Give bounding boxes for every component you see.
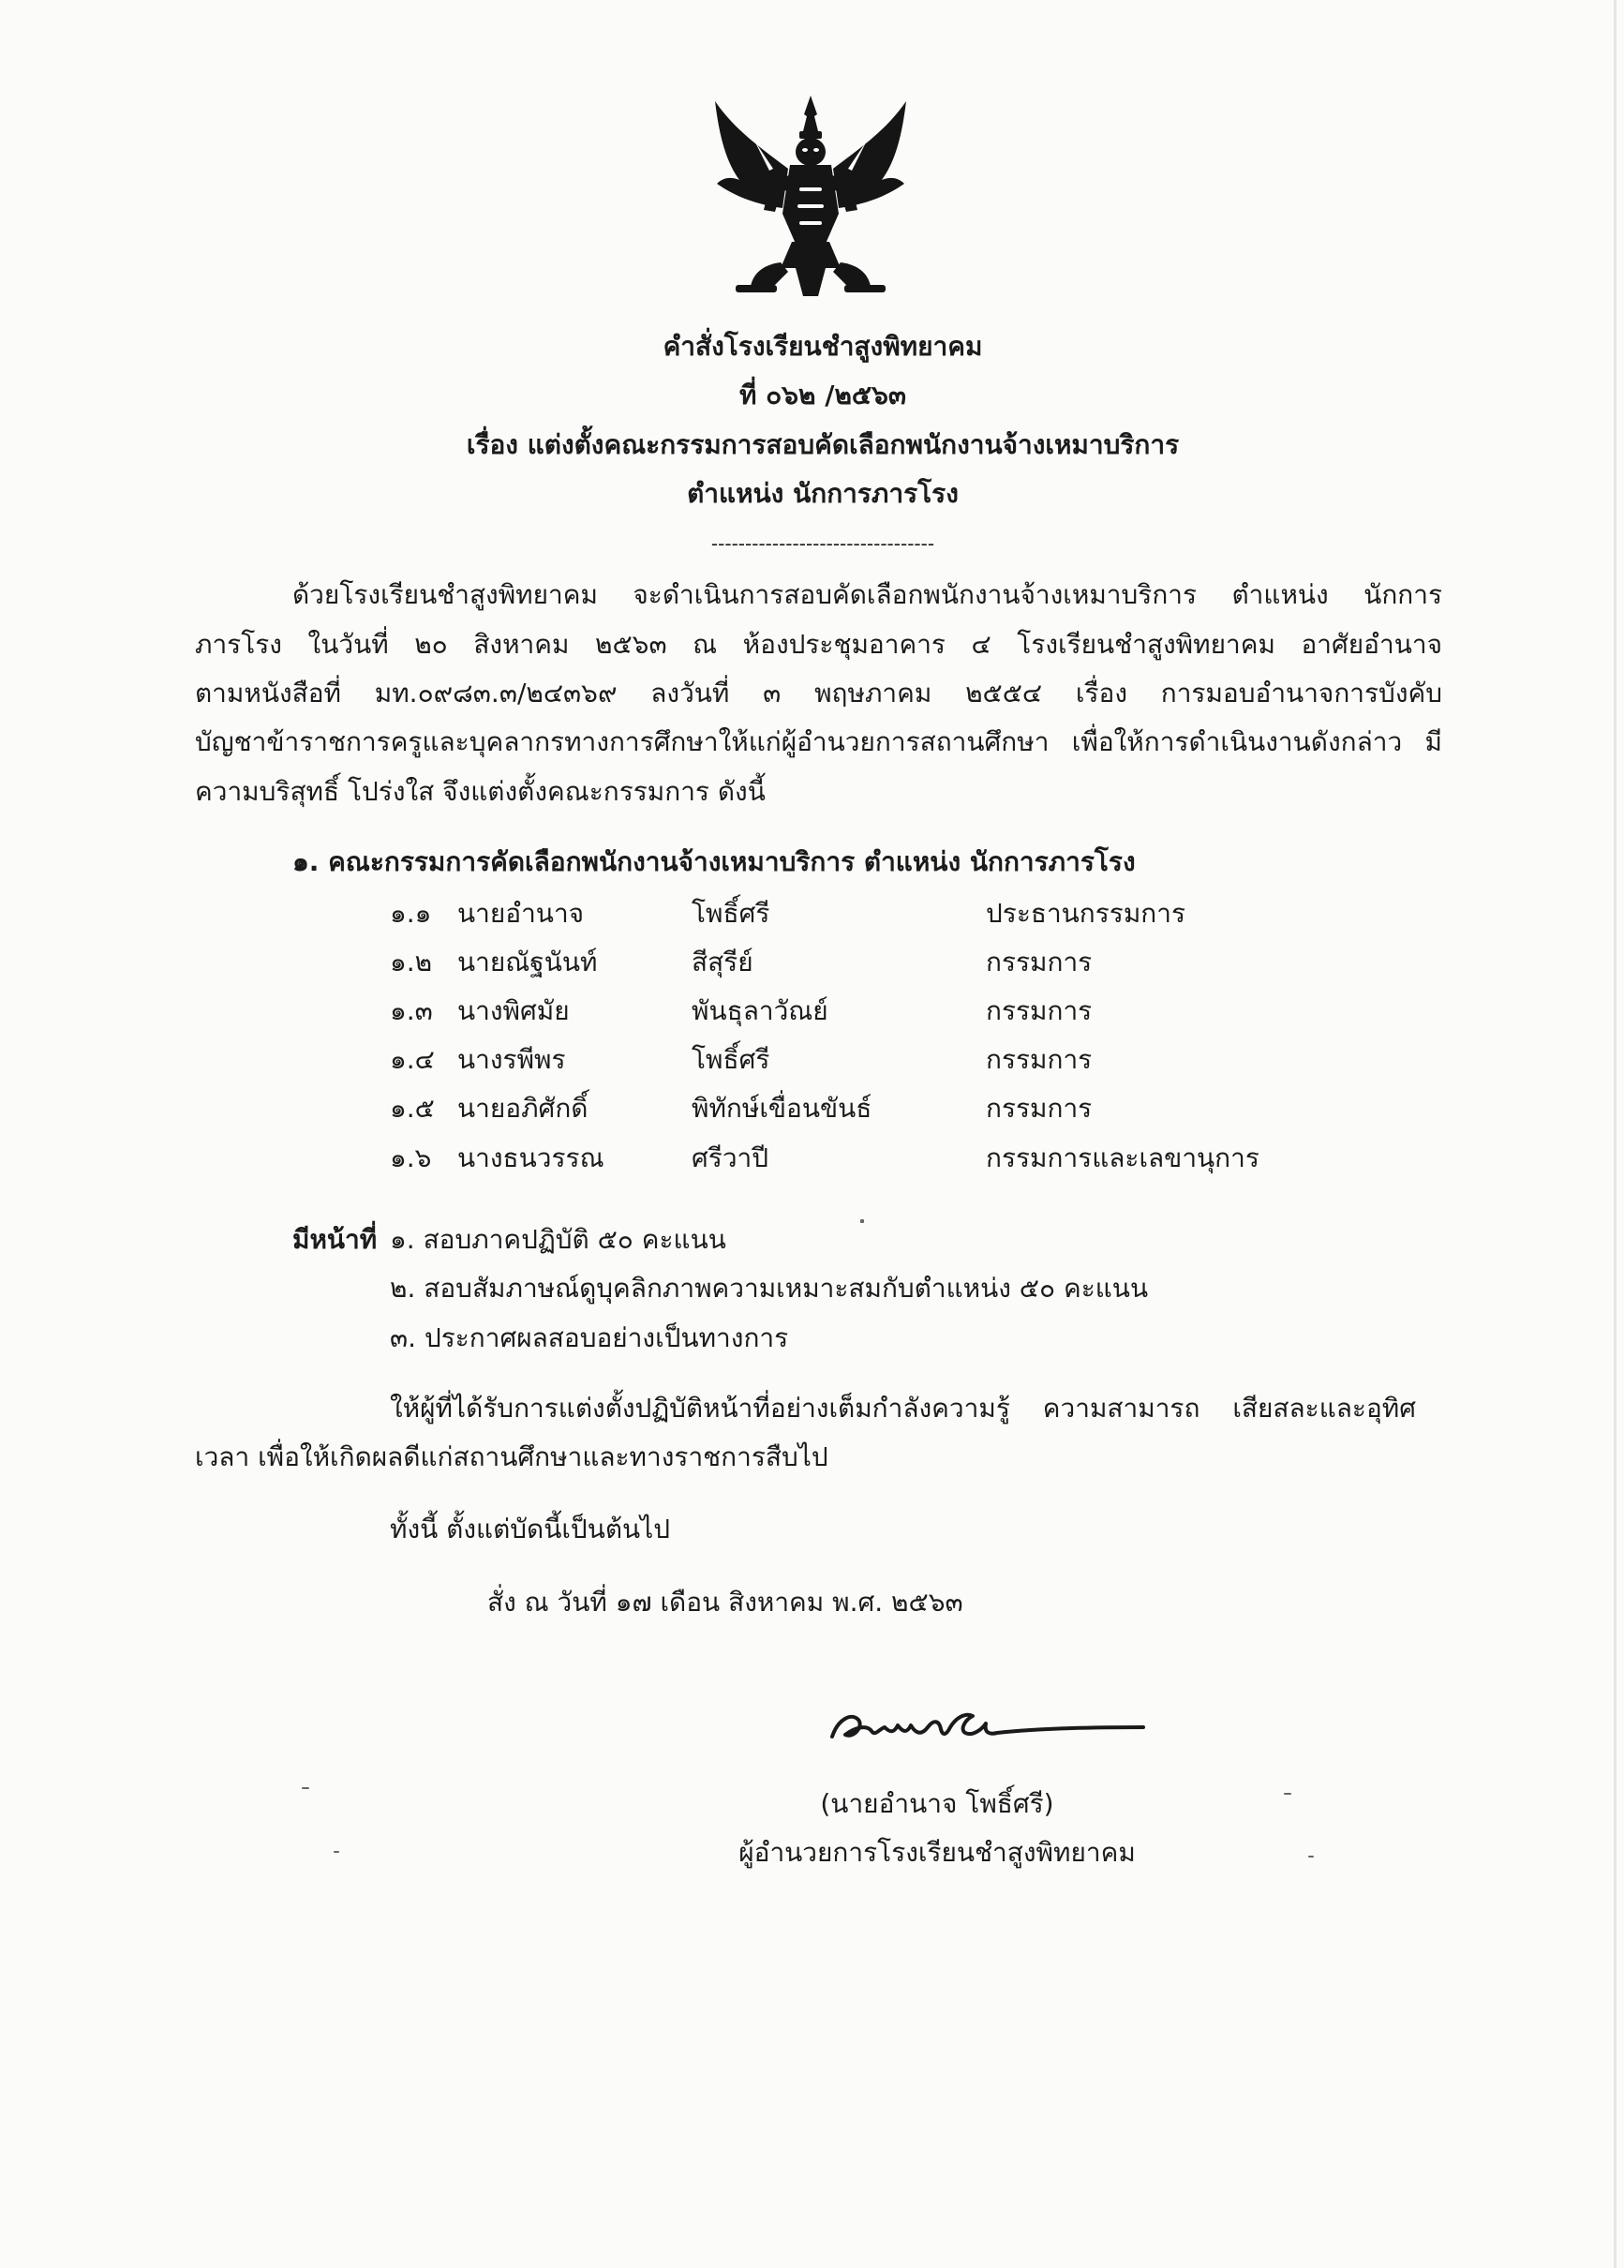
member-role: ประธานกรรมการ: [986, 898, 1186, 929]
member-name: นางธนวรรณ: [457, 1142, 604, 1173]
intro-line-1: ด้วยโรงเรียนชำสูงพิทยาคม จะดำเนินการสอบคัดเลือกพนักงานจ้างเหมาบริการ ตำแหน่ง นักการ: [292, 579, 1442, 610]
member-surname: ศรีวาปี: [692, 1142, 769, 1173]
subject-line-1: เรื่อง แต่งตั้งคณะกรรมการสอบคัดเลือกพนักงานจ้างเหมาบริการ: [466, 429, 1180, 460]
scan-speck: [334, 1851, 339, 1853]
duty-item: ๑. สอบภาคปฏิบัติ ๕๐ คะแนน: [390, 1224, 726, 1255]
member-role: กรรมการและเลขานุการ: [986, 1142, 1259, 1173]
intro-line-5: ความบริสุทธิ์ โปร่งใส จึงแต่งตั้งคณะกรรมการ ดังนี้: [195, 776, 766, 807]
member-number: ๑.๔: [390, 1044, 435, 1075]
scan-speck: [302, 1787, 309, 1789]
member-role: กรรมการ: [986, 1093, 1093, 1124]
member-surname: พันธุลาวัณย์: [692, 995, 828, 1026]
duties-label: มีหน้าที่: [292, 1224, 378, 1255]
signatory-position: ผู้อำนวยการโรงเรียนชำสูงพิทยาคม: [738, 1837, 1136, 1868]
duty-item: ๒. สอบสัมภาษณ์ดูบุคลิกภาพความเหมาะสมกับตำแหน่ง ๕๐ คะแนน: [390, 1273, 1149, 1304]
member-name: นายอภิศักดิ์: [457, 1093, 589, 1124]
member-role: กรรมการ: [986, 947, 1093, 977]
member-surname: โพธิ์ศรี: [692, 898, 770, 929]
committee-heading: ๑. คณะกรรมการคัดเลือกพนักงานจ้างเหมาบริการ ตำแหน่ง นักการภารโรง: [292, 846, 1136, 877]
scan-edge: [1614, 0, 1617, 2268]
separator: ---------------------------------: [710, 532, 935, 555]
effective-date-statement: ทั้งนี้ ตั้งแต่บัดนี้เป็นต้นไป: [390, 1514, 671, 1544]
signatory-name: (นายอำนาจ โพธิ์ศรี): [820, 1788, 1054, 1819]
member-role: กรรมการ: [986, 1044, 1093, 1075]
member-number: ๑.๓: [390, 995, 433, 1026]
intro-line-3: ตามหนังสือที่ มท.๐๙๘๓.๓/๒๔๓๖๙ ลงวันที่ ๓ พฤษภาคม ๒๕๕๔ เรื่อง การมอบอำนาจการบังคับ: [195, 678, 1442, 709]
member-name: นายณัฐนันท์: [457, 947, 598, 977]
member-name: นายอำนาจ: [457, 898, 585, 929]
intro-line-2: ภารโรง ในวันที่ ๒๐ สิงหาคม ๒๕๖๓ ณ ห้องประชุมอาคาร ๔ โรงเรียนชำสูงพิทยาคม อาศัยอำนาจ: [195, 629, 1442, 660]
member-number: ๑.๑: [390, 898, 432, 929]
member-number: ๑.๒: [390, 947, 433, 977]
member-surname: สีสุรีย์: [692, 947, 753, 977]
scan-speck: [860, 1219, 864, 1223]
member-name: นางรพีพร: [457, 1044, 566, 1075]
order-date: สั่ง ณ วันที่ ๑๗ เดือน สิงหาคม พ.ศ. ๒๕๖๓: [487, 1587, 963, 1618]
subject-line-2: ตำแหน่ง นักการภารโรง: [687, 478, 959, 509]
scan-speck: [1284, 1793, 1291, 1795]
intro-line-4: บัญชาข้าราชการครูและบุคลากรทางการศึกษาให้แก่ผู้อำนวยการสถานศึกษา เพื่อให้การดำเนินงานดังกล่าว มี: [195, 726, 1442, 757]
member-number: ๑.๖: [390, 1142, 432, 1173]
member-surname: โพธิ์ศรี: [692, 1044, 770, 1075]
garuda-emblem-icon: [698, 94, 923, 302]
scan-speck: [1308, 1856, 1314, 1858]
closing-line-2: เวลา เพื่อให้เกิดผลดีแก่สถานศึกษาและทางราชการสืบไป: [195, 1441, 828, 1472]
member-surname: พิทักษ์เขื่อนขันธ์: [692, 1093, 872, 1124]
order-title: คำสั่งโรงเรียนชำสูงพิทยาคม: [663, 331, 983, 362]
member-number: ๑.๕: [390, 1093, 435, 1124]
closing-line-1: ให้ผู้ที่ได้รับการแต่งตั้งปฏิบัติหน้าที่อย่างเต็มกำลังความรู้ ความสามารถ เสียสละและอุทิศ: [390, 1393, 1416, 1424]
signature-icon: [825, 1692, 1153, 1757]
member-role: กรรมการ: [986, 995, 1093, 1026]
member-name: นางพิศมัย: [457, 995, 570, 1026]
duty-item: ๓. ประกาศผลสอบอย่างเป็นทางการ: [390, 1322, 789, 1353]
order-number: ที่ ๐๖๒ /๒๕๖๓: [738, 380, 907, 410]
